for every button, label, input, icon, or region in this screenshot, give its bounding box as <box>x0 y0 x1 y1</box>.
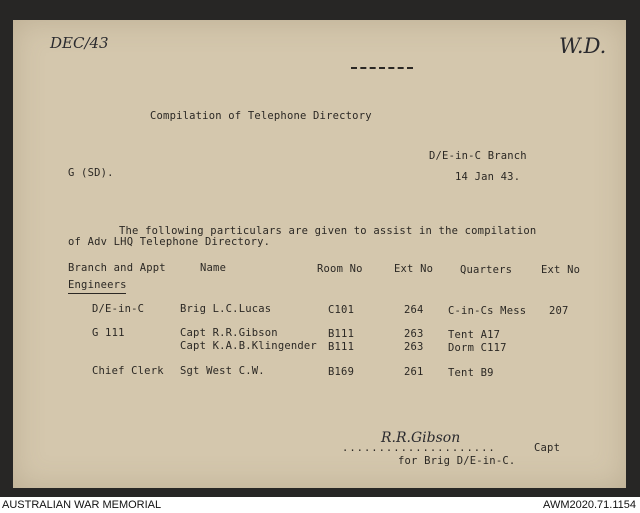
cell-room: C101 <box>328 304 355 316</box>
col-header-quarters: Quarters <box>460 264 513 276</box>
cell-name: Brig L.C.Lucas <box>180 303 272 315</box>
col-header-ext-2: Ext No <box>541 264 581 276</box>
handwritten-initials: W.D. <box>559 34 607 58</box>
footer-accession-number: AWM2020.71.1154 <box>543 499 636 511</box>
cell-ext: 264 <box>404 304 424 316</box>
cell-room: B169 <box>328 366 355 378</box>
from-reference: G (SD). <box>68 167 114 179</box>
branch-heading: D/E-in-C Branch <box>429 150 527 162</box>
cell-name: Sgt West C.W. <box>180 365 265 377</box>
document-page <box>13 20 626 488</box>
footer-credit: AUSTRALIAN WAR MEMORIAL <box>2 499 162 511</box>
handwritten-date-note: DEC/43 <box>50 34 109 52</box>
section-engineers: Engineers <box>68 279 127 291</box>
col-header-ext: Ext No <box>394 263 434 275</box>
col-header-name: Name <box>200 262 227 274</box>
cell-branch: G 111 <box>92 327 125 339</box>
document-title: Compilation of Telephone Directory <box>150 110 372 122</box>
cell-room: B111 <box>328 341 355 353</box>
cell-ext-2: 207 <box>549 305 569 317</box>
cell-quarters: C-in-Cs Mess <box>448 305 527 317</box>
cell-branch: D/E-in-C <box>92 303 145 315</box>
intro-line-2: of Adv LHQ Telephone Directory. <box>68 236 271 248</box>
col-header-branch: Branch and Appt <box>68 262 166 274</box>
cell-quarters: Tent A17 <box>448 329 501 341</box>
cell-ext: 263 <box>404 328 424 340</box>
intro-line-1: The following particulars are given to assist in the compilation <box>119 225 537 237</box>
handwritten-signature: R.R.Gibson <box>381 430 461 446</box>
section-underline <box>68 293 126 294</box>
document-date: 14 Jan 43. <box>455 171 521 183</box>
cell-quarters: Dorm C117 <box>448 342 507 354</box>
col-header-room: Room No <box>317 263 363 275</box>
cell-ext: 263 <box>404 341 424 353</box>
signature-for-line: for Brig D/E-in-C. <box>398 455 516 467</box>
top-dash-rule <box>351 67 413 69</box>
cell-name: Capt K.A.B.Klingender <box>180 340 317 352</box>
cell-name: Capt R.R.Gibson <box>180 327 278 339</box>
cell-branch: Chief Clerk <box>92 365 164 377</box>
signature-rank: Capt <box>534 442 561 454</box>
cell-quarters: Tent B9 <box>448 367 494 379</box>
signature-dots: ..................... <box>342 442 496 454</box>
cell-ext: 261 <box>404 366 424 378</box>
cell-room: B111 <box>328 328 355 340</box>
